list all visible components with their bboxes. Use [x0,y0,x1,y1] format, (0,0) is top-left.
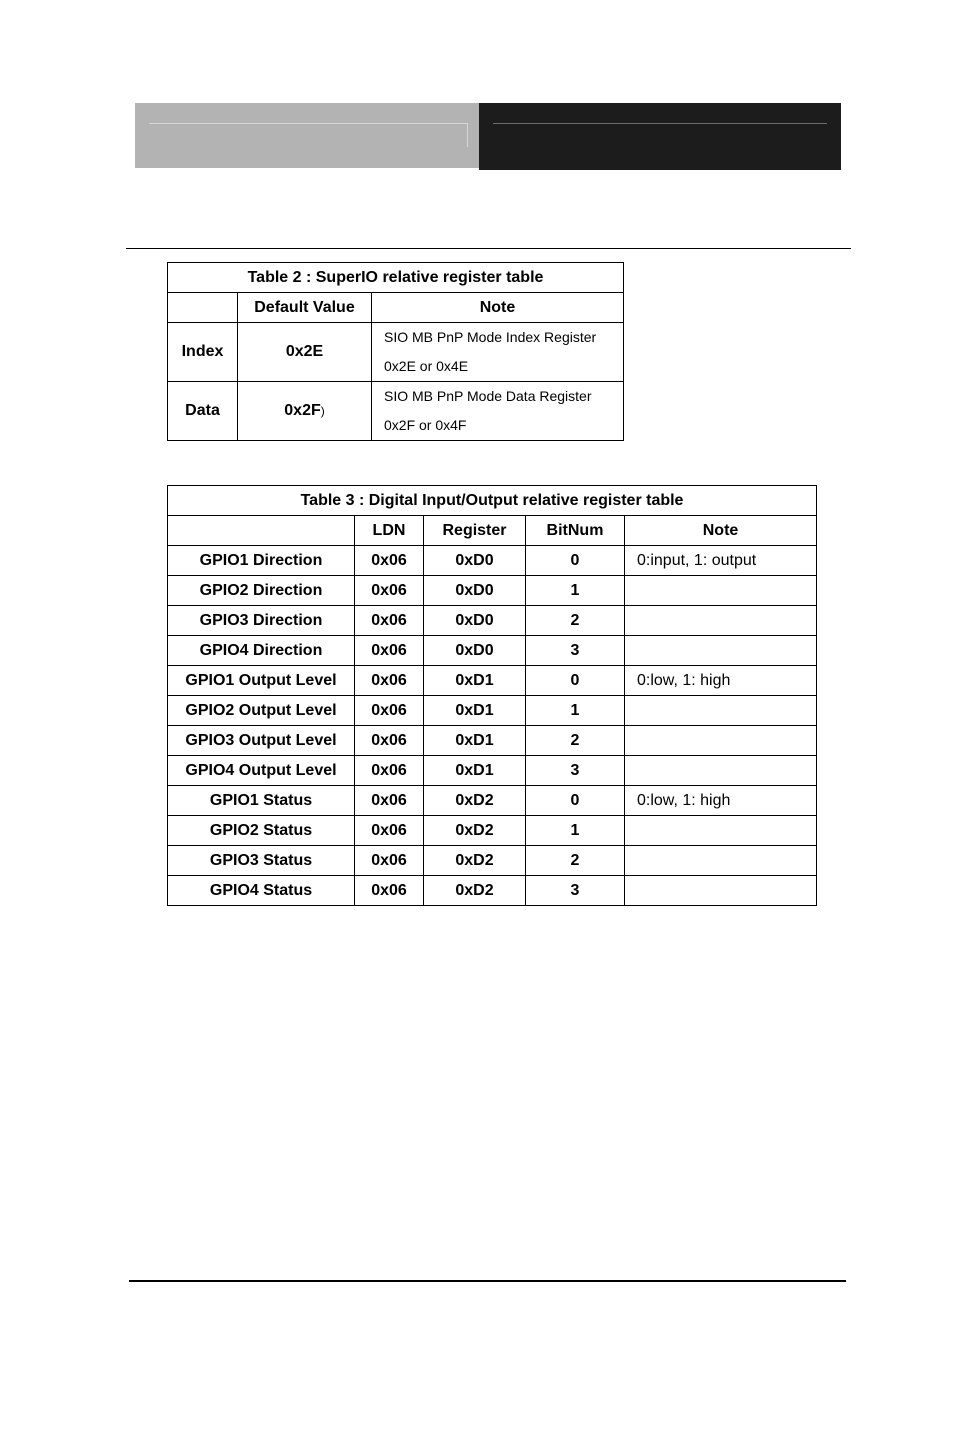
row-name: GPIO4 Output Level [168,756,355,786]
ldn-cell: 0x06 [355,816,424,846]
bitnum-cell: 1 [526,816,625,846]
ldn-cell: 0x06 [355,726,424,756]
note-cell: SIO MB PnP Mode Index Register 0x2E or 0x4E [372,323,624,382]
table-row [168,576,817,606]
table-row [168,382,624,441]
table-row [168,636,817,666]
note-cell: SIO MB PnP Mode Data Register 0x2F or 0x4F [372,382,624,441]
header-cell: Register [424,516,526,546]
header-cell: Note [625,516,817,546]
bitnum-cell: 0 [526,546,625,576]
row-name: GPIO3 Status [168,846,355,876]
header-cell: LDN [355,516,424,546]
header-cell: Default Value [238,293,372,323]
row-name: GPIO1 Direction [168,546,355,576]
register-cell: 0xD2 [424,876,526,906]
row-name: GPIO3 Direction [168,606,355,636]
ldn-cell: 0x06 [355,876,424,906]
table-title: Table 3 : Digital Input/Output relative register table [168,486,817,516]
table-row [168,323,624,382]
note-cell: 0:low, 1: high [625,666,817,696]
table-row [168,696,817,726]
ldn-cell: 0x06 [355,756,424,786]
table-row [168,876,817,906]
table-row [168,726,817,756]
bitnum-cell: 0 [526,666,625,696]
note-cell [625,576,817,606]
default-value: 0x2F) [238,382,372,441]
table-title-row [168,263,624,293]
ldn-cell: 0x06 [355,786,424,816]
gpio-register-table [167,485,817,906]
register-cell: 0xD2 [424,846,526,876]
ldn-cell: 0x06 [355,696,424,726]
register-cell: 0xD1 [424,696,526,726]
register-cell: 0xD1 [424,666,526,696]
table-row [168,786,817,816]
ldn-cell: 0x06 [355,546,424,576]
bitnum-cell: 1 [526,696,625,726]
register-cell: 0xD0 [424,636,526,666]
table-header-row [168,293,624,323]
note-cell [625,876,817,906]
bottom-divider [129,1280,846,1282]
table-title: Table 2 : SuperIO relative register table [168,263,624,293]
note-cell [625,726,817,756]
row-name: GPIO2 Direction [168,576,355,606]
header-banner-right [479,103,841,170]
superio-register-table [167,262,624,441]
bitnum-cell: 2 [526,726,625,756]
row-name: GPIO2 Output Level [168,696,355,726]
row-name: GPIO1 Status [168,786,355,816]
register-cell: 0xD1 [424,726,526,756]
row-name: GPIO4 Direction [168,636,355,666]
banner-right-line [493,123,827,124]
bitnum-cell: 2 [526,846,625,876]
header-banner-left [135,103,479,168]
note-cell: 0:low, 1: high [625,786,817,816]
header-cell: BitNum [526,516,625,546]
ldn-cell: 0x06 [355,636,424,666]
row-name: Data [168,382,238,441]
table-row [168,816,817,846]
header-cell [168,293,238,323]
bitnum-cell: 3 [526,876,625,906]
table-row [168,606,817,636]
bitnum-cell: 1 [526,576,625,606]
note-cell [625,696,817,726]
default-value: 0x2E [238,323,372,382]
note-cell [625,636,817,666]
note-cell [625,756,817,786]
ldn-cell: 0x06 [355,666,424,696]
row-name: GPIO4 Status [168,876,355,906]
bitnum-cell: 0 [526,786,625,816]
banner-left-line [149,123,467,124]
note-cell [625,606,817,636]
ldn-cell: 0x06 [355,576,424,606]
header-cell: Note [372,293,624,323]
register-cell: 0xD2 [424,816,526,846]
bitnum-cell: 2 [526,606,625,636]
ldn-cell: 0x06 [355,606,424,636]
table-row [168,546,817,576]
note-cell: 0:input, 1: output [625,546,817,576]
register-cell: 0xD0 [424,606,526,636]
table-header-row [168,516,817,546]
register-cell: 0xD0 [424,546,526,576]
banner-left-tick [467,123,468,147]
row-name: GPIO3 Output Level [168,726,355,756]
row-name: Index [168,323,238,382]
table-row [168,756,817,786]
register-cell: 0xD0 [424,576,526,606]
register-cell: 0xD1 [424,756,526,786]
ldn-cell: 0x06 [355,846,424,876]
bitnum-cell: 3 [526,756,625,786]
register-cell: 0xD2 [424,786,526,816]
bitnum-cell: 3 [526,636,625,666]
row-name: GPIO2 Status [168,816,355,846]
header-cell [168,516,355,546]
top-divider [126,248,851,249]
row-name: GPIO1 Output Level [168,666,355,696]
table-row [168,666,817,696]
note-cell [625,846,817,876]
table-title-row [168,486,817,516]
note-cell [625,816,817,846]
table-row [168,846,817,876]
